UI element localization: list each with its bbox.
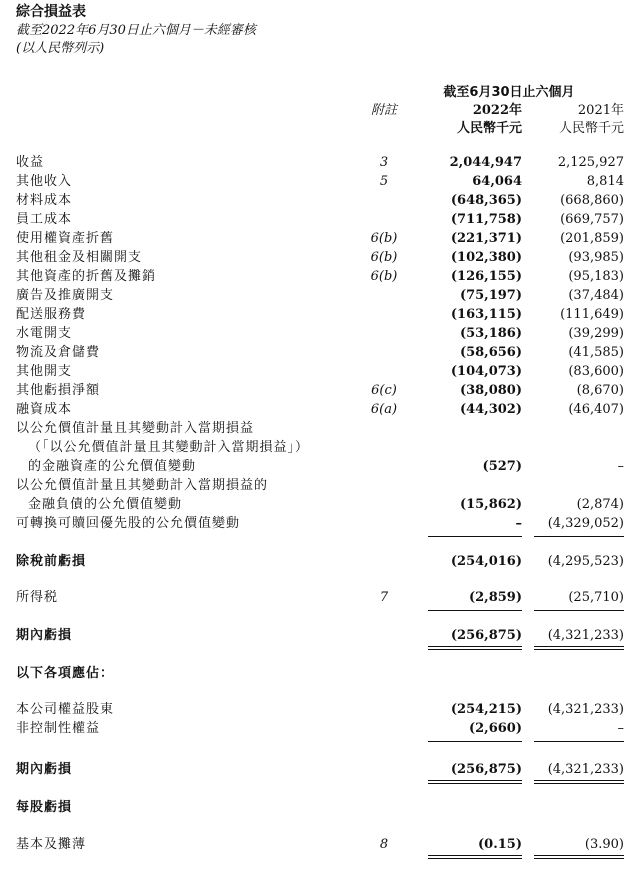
value-2021: (95,183) <box>568 269 624 284</box>
fv-liabilities-line1 <box>16 477 624 495</box>
income-tax-row <box>16 589 624 607</box>
year-2021-heading: 2021年 <box>577 103 624 118</box>
equity-shareholders-row <box>16 701 624 719</box>
value-2021: 8,814 <box>586 174 624 189</box>
row-label: 其他資產的折舊及攤銷 <box>16 269 157 284</box>
total-double-rule-2022 <box>428 855 522 859</box>
value-2022: (256,875) <box>450 762 522 777</box>
value-2021: (4,329,052) <box>547 516 624 531</box>
row-label: 廣告及推廣開支 <box>16 288 115 303</box>
row-label: 收益 <box>16 155 45 170</box>
row-label: 其他虧損淨額 <box>16 383 101 398</box>
value-2022: (254,215) <box>450 702 522 717</box>
value-2022: (126,155) <box>450 269 522 284</box>
row-label: 其他開支 <box>16 364 73 379</box>
attributable-heading <box>16 665 624 683</box>
row-label: （「以公允價值計量且其變動計入當期損益」） <box>28 440 310 455</box>
table-row <box>16 306 624 324</box>
value-2021: (4,295,523) <box>547 554 624 569</box>
value-2021: (25,710) <box>568 590 624 605</box>
value-2022: – <box>515 516 522 531</box>
table-row <box>16 173 624 191</box>
value-2022: 2,044,947 <box>449 155 522 170</box>
total-double-rule-2021 <box>534 646 624 650</box>
value-2022: 64,064 <box>472 174 522 189</box>
total-double-rule-2022 <box>428 780 522 784</box>
value-2021: (39,299) <box>568 326 624 341</box>
row-label: 融資成本 <box>16 402 73 417</box>
row-note: 6(c) <box>371 383 397 398</box>
non-controlling-row <box>16 720 624 738</box>
value-2021: (4,321,233) <box>547 628 624 643</box>
subtotal-rule-2021 <box>534 536 624 537</box>
row-note: 6(b) <box>370 250 398 265</box>
fv-assets-row <box>16 458 624 476</box>
fv-assets-line2 <box>16 439 624 457</box>
value-2021: (111,649) <box>560 307 624 322</box>
row-note: 8 <box>379 837 389 852</box>
row-label: 可轉換可贖回優先股的公允價值變動 <box>16 516 241 531</box>
fv-assets-line1 <box>16 420 624 438</box>
row-label: 員工成本 <box>16 212 73 227</box>
total-double-rule-2021 <box>534 780 624 784</box>
row-note: 6(a) <box>370 402 398 417</box>
section-heading: 以下各項應佔： <box>16 666 115 681</box>
row-label: 使用權資產折舊 <box>16 231 115 246</box>
row-label: 以公允價值計量且其變動計入當期損益 <box>16 421 255 436</box>
row-label: 物流及倉儲費 <box>16 345 101 360</box>
fv-liabilities-row <box>16 496 624 514</box>
value-2022: (711,758) <box>450 212 522 227</box>
subtotal-rule-2022 <box>428 610 522 611</box>
row-label: 基本及攤薄 <box>16 837 87 852</box>
currency-note: (以人民幣列示) <box>16 41 105 56</box>
basic-diluted-row <box>16 836 624 854</box>
subtotal-rule-2021 <box>534 610 624 611</box>
value-2022: (2,660) <box>468 721 522 736</box>
convertible-row <box>16 515 624 533</box>
value-2021: (668,860) <box>560 193 624 208</box>
loss-before-tax-row <box>16 553 624 571</box>
period-heading: 截至6月30日止六個月 <box>443 85 575 100</box>
row-label: 金融負債的公允價值變動 <box>28 497 183 512</box>
value-2021: (2,874) <box>576 497 624 512</box>
value-2021: (201,859) <box>560 231 624 246</box>
row-label: 其他收入 <box>16 174 73 189</box>
value-2022: (163,115) <box>450 307 522 322</box>
value-2022: (221,371) <box>450 231 522 246</box>
value-2022: (254,016) <box>450 554 522 569</box>
eps-heading <box>16 799 624 817</box>
table-row <box>16 192 624 210</box>
value-2022: (38,080) <box>459 383 522 398</box>
unit-2022-heading: 人民幣千元 <box>456 121 522 136</box>
value-2021: (4,321,233) <box>547 702 624 717</box>
table-row <box>16 154 624 172</box>
row-label: 所得税 <box>16 590 59 605</box>
value-2021: – <box>617 459 624 474</box>
table-row <box>16 382 624 400</box>
total-double-rule-2022 <box>428 646 522 650</box>
total-double-rule-2021 <box>534 855 624 859</box>
value-2022: (102,380) <box>450 250 522 265</box>
table-row <box>16 211 624 229</box>
table-row <box>16 401 624 419</box>
value-2021: (4,321,233) <box>547 762 624 777</box>
value-2022: (2,859) <box>468 590 522 605</box>
loss-period-total-row <box>16 761 624 779</box>
value-2022: (527) <box>482 459 522 474</box>
value-2021: (3.90) <box>584 837 624 852</box>
row-label: 的金融資產的公允價值變動 <box>28 459 197 474</box>
value-2022: (15,862) <box>459 497 522 512</box>
loss-period-row <box>16 627 624 645</box>
row-label: 本公司權益股東 <box>16 702 115 717</box>
subtotal-rule-2022 <box>428 536 522 537</box>
value-2022: (44,302) <box>459 402 522 417</box>
row-label: 水電開支 <box>16 326 73 341</box>
row-label: 期內虧損 <box>16 762 73 777</box>
table-row <box>16 363 624 381</box>
table-row <box>16 325 624 343</box>
value-2022: (104,073) <box>450 364 522 379</box>
value-2022: (648,365) <box>450 193 522 208</box>
value-2022: (53,186) <box>459 326 522 341</box>
value-2022: (75,197) <box>459 288 522 303</box>
row-label: 非控制性權益 <box>16 721 101 736</box>
value-2021: (46,407) <box>568 402 624 417</box>
row-note: 7 <box>379 590 389 605</box>
row-note: 6(b) <box>370 269 398 284</box>
row-label: 其他租金及相關開支 <box>16 250 143 265</box>
value-2021: (37,484) <box>568 288 624 303</box>
row-note: 6(b) <box>370 231 398 246</box>
value-2021: (93,985) <box>568 250 624 265</box>
row-note: 5 <box>379 174 389 189</box>
table-row <box>16 344 624 362</box>
value-2021: (41,585) <box>568 345 624 360</box>
section-heading: 每股虧損 <box>16 800 73 815</box>
statement-subtitle: 截至2022年6月30日止六個月－未經審核 <box>16 23 256 38</box>
value-2022: (58,656) <box>459 345 522 360</box>
table-row <box>16 287 624 305</box>
row-note: 3 <box>379 155 389 170</box>
table-row <box>16 268 624 286</box>
subtotal-rule-2021 <box>534 741 624 742</box>
table-row <box>16 249 624 267</box>
value-2022: (0.15) <box>478 837 522 852</box>
note-heading: 附註 <box>370 103 397 118</box>
value-2021: (669,757) <box>560 212 624 227</box>
row-label: 除稅前虧損 <box>16 554 87 569</box>
value-2021: – <box>617 721 624 736</box>
table-row <box>16 230 624 248</box>
row-label: 以公允價值計量且其變動計入當期損益的 <box>16 478 269 493</box>
row-label: 配送服務費 <box>16 307 87 322</box>
row-label: 期內虧損 <box>16 628 73 643</box>
year-2022-heading: 2022年 <box>472 103 522 118</box>
row-label: 材料成本 <box>16 193 73 208</box>
value-2022: (256,875) <box>450 628 522 643</box>
subtotal-rule-2022 <box>428 741 522 742</box>
unit-2021-heading: 人民幣千元 <box>558 121 624 136</box>
value-2021: 2,125,927 <box>557 155 624 170</box>
value-2021: (8,670) <box>576 383 624 398</box>
statement-title: 綜合損益表 <box>16 4 86 20</box>
value-2021: (83,600) <box>568 364 624 379</box>
